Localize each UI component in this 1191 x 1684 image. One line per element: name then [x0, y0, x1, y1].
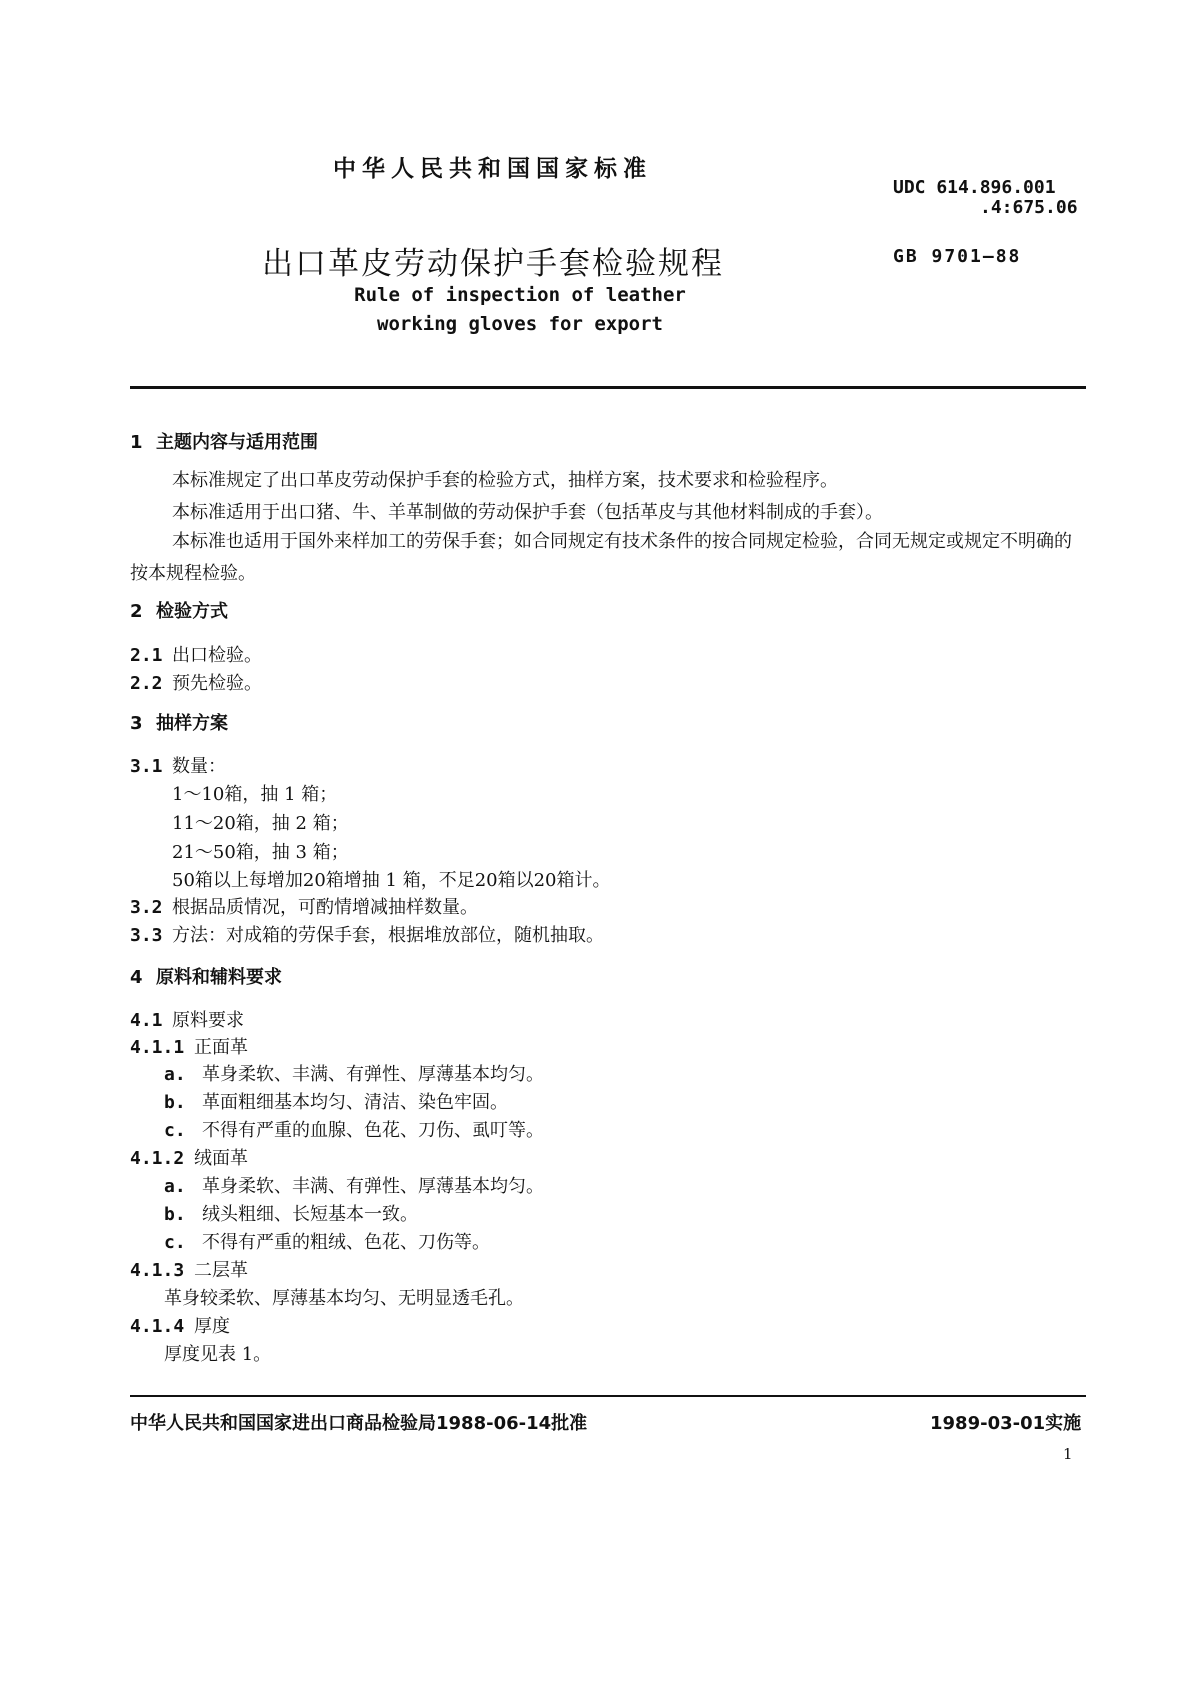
clause-4-1-2-number: 4.1.2	[130, 1148, 185, 1169]
clause-4-1-2-text: 绒面革	[194, 1148, 248, 1169]
udc-line-2: .4:675.06	[980, 197, 1078, 218]
section-4-number: 4	[130, 967, 143, 988]
grain-leather-item-a: 革身柔软、丰满、有弹性、厚薄基本均匀。	[202, 1064, 544, 1085]
udc-code	[893, 178, 1078, 218]
quantity-rule-2: 11～20箱，抽 2 箱；	[172, 813, 349, 834]
clause-3-1-text: 数量：	[172, 756, 226, 777]
item-c-label: c.	[164, 1232, 186, 1253]
clause-3-2-text: 根据品质情况，可酌情增减抽样数量。	[172, 897, 478, 918]
clause-3-2-number: 3.2	[130, 897, 163, 918]
gb-number: GB 9701—88	[893, 246, 1022, 267]
clause-4-1-4-number: 4.1.4	[130, 1316, 185, 1337]
quantity-rule-4: 50箱以上每增加20箱增抽 1 箱，不足20箱以20箱计。	[172, 870, 611, 891]
clause-4-1-3-number: 4.1.3	[130, 1260, 185, 1281]
section-3-title: 抽样方案	[156, 713, 228, 734]
clause-4-1-text: 原料要求	[172, 1010, 244, 1031]
grain-leather-item-c: 不得有严重的血腺、色花、刀伤、虱叮等。	[202, 1120, 544, 1141]
clause-4-1-4-text: 厚度	[194, 1316, 230, 1337]
footer-divider	[130, 1395, 1086, 1397]
implementation-date: 1989-03-01实施	[930, 1413, 1082, 1434]
clause-2-1-number: 2.1	[130, 645, 163, 666]
item-b-label: b.	[164, 1204, 186, 1225]
clause-2-2-number: 2.2	[130, 673, 163, 694]
section-1-para-2: 本标准适用于出口猪、牛、羊革制做的劳动保护手套（包括革皮与其他材料制成的手套）。	[172, 502, 883, 523]
suede-item-b: 绒头粗细、长短基本一致。	[202, 1204, 418, 1225]
item-b-label: b.	[164, 1092, 186, 1113]
clause-2-2-text: 预先检验。	[172, 673, 262, 694]
clause-3-1-number: 3.1	[130, 756, 163, 777]
suede-item-c: 不得有严重的粗绒、色花、刀伤等。	[202, 1232, 490, 1253]
standard-org-heading: 中华人民共和国国家标准	[333, 156, 652, 182]
udc-line-1: UDC 614.896.001	[893, 177, 1056, 198]
section-1-number: 1	[130, 432, 143, 453]
section-1-para-1: 本标准规定了出口革皮劳动保护手套的检验方式，抽样方案，技术要求和检验程序。	[172, 470, 838, 491]
quantity-rule-3: 21～50箱，抽 3 箱；	[172, 842, 349, 863]
quantity-rule-1: 1～10箱，抽 1 箱；	[172, 784, 338, 805]
english-title-line-1: Rule of inspection of leather	[354, 284, 686, 306]
section-2-title: 检验方式	[156, 601, 228, 622]
section-1-para-3: 本标准也适用于国外来样加工的劳保手套；如合同规定有技术条件的按合同规定检验，合同无规定或规定不明确的按本规程检验。	[130, 531, 1072, 584]
document-title: 出口革皮劳动保护手套检验规程	[262, 246, 724, 282]
page-number: 1	[1063, 1445, 1073, 1463]
section-3-number: 3	[130, 713, 143, 734]
grain-leather-item-b: 革面粗细基本均匀、清洁、染色牢固。	[202, 1092, 508, 1113]
item-a-label: a.	[164, 1176, 186, 1197]
header-divider	[130, 386, 1086, 389]
section-1-title: 主题内容与适用范围	[156, 432, 318, 453]
clause-4-1-3-text: 二层革	[194, 1260, 248, 1281]
clause-4-1-1-number: 4.1.1	[130, 1037, 185, 1058]
split-leather-text: 革身较柔软、厚薄基本均匀、无明显透毛孔。	[164, 1288, 524, 1309]
clause-4-1-1-text: 正面革	[194, 1037, 248, 1058]
section-4-title: 原料和辅料要求	[156, 967, 282, 988]
english-title-line-2: working gloves for export	[377, 313, 663, 335]
clause-3-3-text: 方法：对成箱的劳保手套，根据堆放部位，随机抽取。	[172, 925, 604, 946]
approval-line: 中华人民共和国国家进出口商品检验局1988-06-14批准	[130, 1413, 588, 1434]
clause-3-3-number: 3.3	[130, 925, 163, 946]
thickness-text: 厚度见表 1。	[164, 1344, 272, 1365]
item-a-label: a.	[164, 1064, 186, 1085]
clause-2-1-text: 出口检验。	[172, 645, 262, 666]
item-c-label: c.	[164, 1120, 186, 1141]
clause-4-1-number: 4.1	[130, 1010, 163, 1031]
suede-item-a: 革身柔软、丰满、有弹性、厚薄基本均匀。	[202, 1176, 544, 1197]
section-2-number: 2	[130, 601, 143, 622]
